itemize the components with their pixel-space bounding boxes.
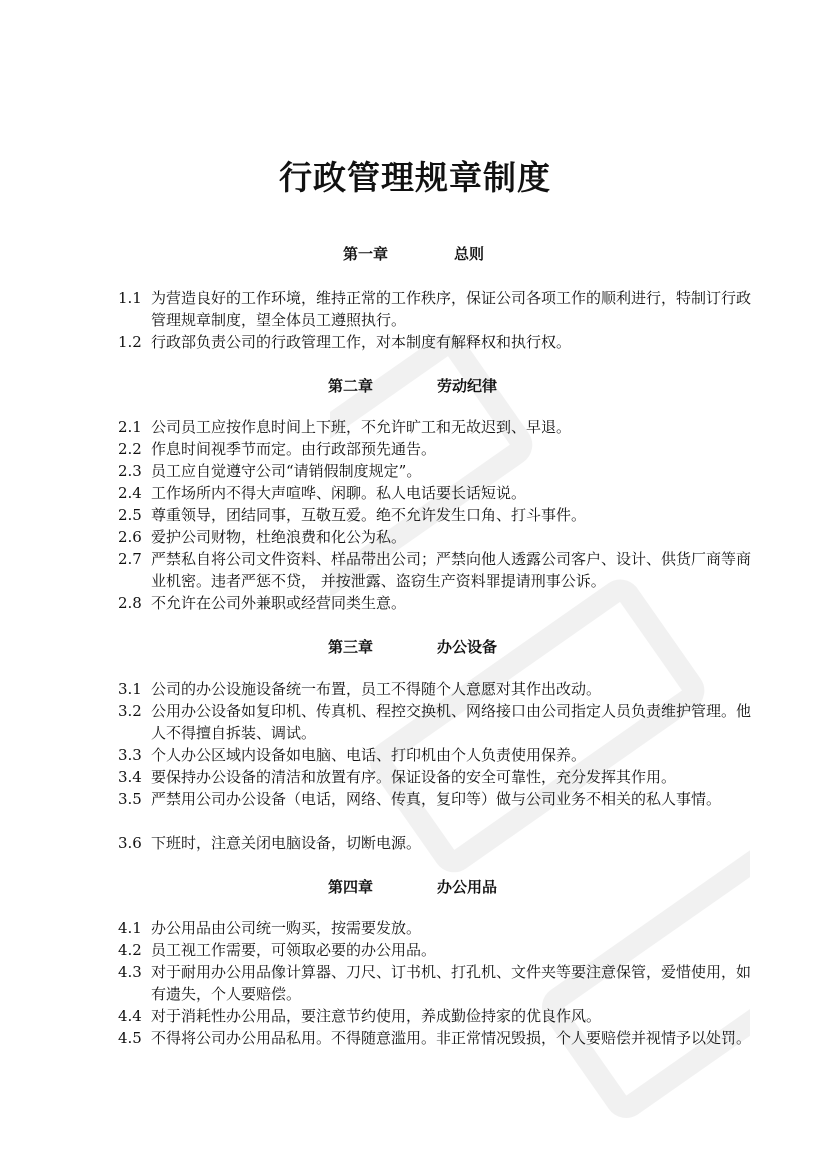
chapter-number: 第一章 <box>343 245 389 263</box>
item-text: 不得将公司办公用品私用。不得随意滥用。非正常情况毁损，个人要赔偿并视情予以处罚。 <box>151 1029 752 1047</box>
document-title: 行政管理规章制度 <box>279 158 551 197</box>
item-text: 公用办公设备如复印机、传真机、程控交换机、网络接口由公司指定人员负责维护管理。他人不得擅自拆装、调试。 <box>151 702 752 742</box>
list-item <box>118 700 758 744</box>
chapter-name: 总则 <box>454 245 485 263</box>
item-index: 3.1 <box>118 680 142 698</box>
list-item <box>118 460 758 482</box>
list-item <box>118 287 758 331</box>
item-index: 2.5 <box>118 506 142 524</box>
item-text: 个人办公区域内设备如电脑、电话、打印机由个人负责使用保养。 <box>151 746 587 764</box>
item-text: 作息时间视季节而定。由行政部预先通告。 <box>151 440 437 458</box>
item-text: 员工应自觉遵守公司“请销假制度规定”。 <box>151 462 422 480</box>
list-item <box>118 917 758 939</box>
list-item <box>118 504 758 526</box>
list-item <box>118 744 758 766</box>
list-item <box>118 832 758 854</box>
chapter-name: 办公用品 <box>437 878 498 896</box>
list-item <box>118 788 758 810</box>
list-item <box>118 939 758 961</box>
item-index: 2.6 <box>118 528 142 546</box>
item-index: 2.3 <box>118 462 142 480</box>
chapter-name: 办公设备 <box>437 638 498 656</box>
list-item <box>118 961 758 1005</box>
item-index: 1.1 <box>118 289 142 307</box>
item-text: 行政部负责公司的行政管理工作，对本制度有解释权和执行权。 <box>151 333 572 351</box>
list-item <box>118 438 758 460</box>
item-text: 下班时，注意关闭电脑设备，切断电源。 <box>151 834 422 852</box>
list-item <box>118 416 758 438</box>
item-index: 3.4 <box>118 768 142 786</box>
chapter-number: 第三章 <box>328 638 374 656</box>
item-text: 严禁私自将公司文件资料、样品带出公司；严禁向他人透露公司客户、设计、供货厂商等商业机密。违者严惩不贷， 并按泄露、盗窃生产资料罪提请刑事公诉。 <box>151 550 752 590</box>
item-index: 2.1 <box>118 418 142 436</box>
item-text: 对于耐用办公用品像计算器、刀尺、订书机、打孔机、文件夹等要注意保管，爱惜使用，如有遗失，个人要赔偿。 <box>151 963 752 1003</box>
list-item <box>118 766 758 788</box>
item-index: 2.4 <box>118 484 142 502</box>
list-item <box>118 548 758 592</box>
item-index: 1.2 <box>118 333 142 351</box>
item-text: 公司的办公设施设备统一布置，员工不得随个人意愿对其作出改动。 <box>151 680 602 698</box>
item-text: 为营造良好的工作环境，维持正常的工作秩序，保证公司各项工作的顺利进行，特制订行政管理规章制度，望全体员工遵照执行。 <box>151 289 752 329</box>
item-index: 4.3 <box>118 963 142 981</box>
item-index: 3.6 <box>118 834 142 852</box>
item-index: 2.2 <box>118 440 142 458</box>
item-text: 尊重领导，团结同事，互敬互爱。绝不允许发生口角、打斗事件。 <box>151 506 587 524</box>
item-text: 严禁用公司办公设备（电话，网络、传真，复印等）做与公司业务不相关的私人事情。 <box>151 790 722 808</box>
item-text: 办公用品由公司统一购买，按需要发放。 <box>151 919 422 937</box>
item-text: 公司员工应按作息时间上下班，不允许旷工和无故迟到、早退。 <box>151 418 572 436</box>
item-index: 4.5 <box>118 1029 142 1047</box>
item-index: 4.4 <box>118 1007 142 1025</box>
chapter-number: 第二章 <box>328 377 374 395</box>
list-item <box>118 1027 758 1049</box>
item-index: 4.2 <box>118 941 142 959</box>
item-text: 不允许在公司外兼职或经营同类生意。 <box>151 594 407 612</box>
chapter-name: 劳动纪律 <box>437 377 498 395</box>
item-text: 要保持办公设备的清洁和放置有序。保证设备的安全可靠性，充分发挥其作用。 <box>151 768 677 786</box>
list-item <box>118 526 758 548</box>
item-index: 3.5 <box>118 790 142 808</box>
list-item <box>118 482 758 504</box>
chapter-number: 第四章 <box>328 878 374 896</box>
item-text: 爱护公司财物，杜绝浪费和化公为私。 <box>151 528 407 546</box>
item-index: 3.2 <box>118 702 142 720</box>
item-index: 2.8 <box>118 594 142 612</box>
item-text: 工作场所内不得大声喧哗、闲聊。私人电话要长话短说。 <box>151 484 527 502</box>
item-text: 员工视工作需要，可领取必要的办公用品。 <box>151 941 437 959</box>
item-index: 2.7 <box>118 550 142 568</box>
list-item <box>118 592 758 614</box>
list-item <box>118 331 758 353</box>
item-text: 对于消耗性办公用品，要注意节约使用，养成勤俭持家的优良作风。 <box>151 1007 602 1025</box>
list-item <box>118 678 758 700</box>
item-index: 3.3 <box>118 746 142 764</box>
list-item <box>118 1005 758 1027</box>
item-index: 4.1 <box>118 919 142 937</box>
